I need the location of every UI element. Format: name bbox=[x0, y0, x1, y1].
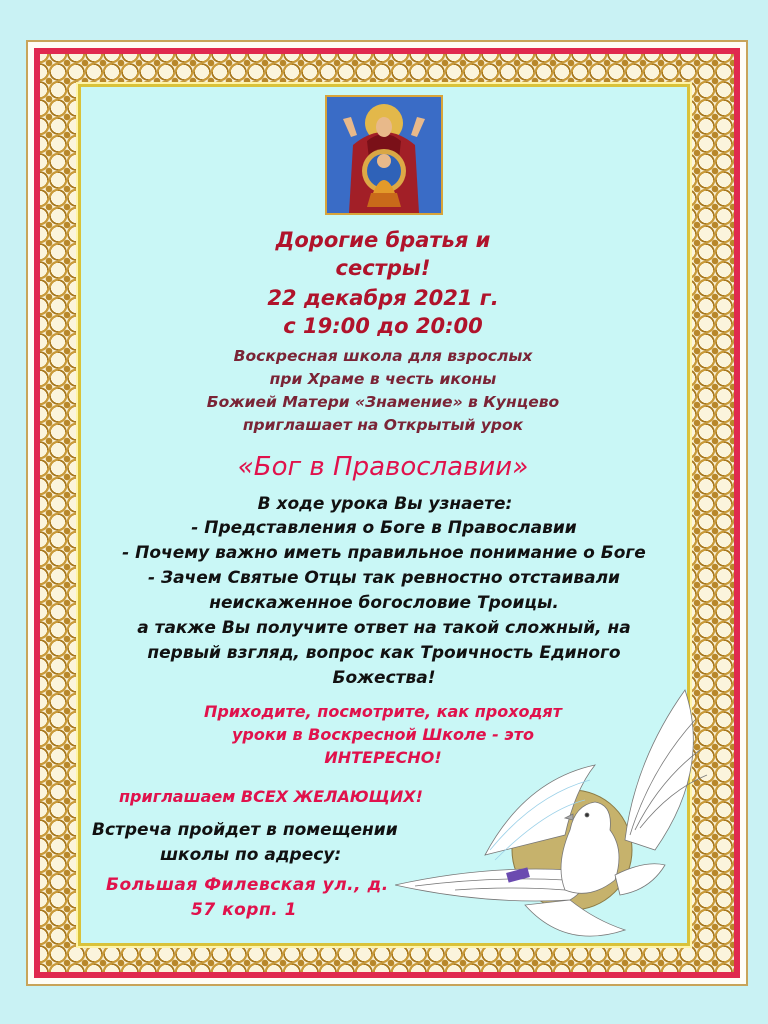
host-line-2: при Храме в честь иконы bbox=[269, 370, 497, 388]
learn-item-4: неискаженное богословие Троицы. bbox=[209, 593, 559, 613]
learn-intro: В ходе урока Вы узнаете: bbox=[257, 494, 513, 514]
event-date: 22 декабря 2021 г. bbox=[267, 286, 499, 310]
learn-item-3: - Зачем Святые Отцы так ревностно отстаивали bbox=[148, 568, 620, 588]
greeting-line-2: сестры! bbox=[335, 256, 431, 280]
dove-icon bbox=[395, 650, 740, 950]
learn-item-5: а также Вы получите ответ на такой сложный, на bbox=[137, 618, 631, 638]
meeting-line-1: Встреча пройдет в помещении bbox=[92, 820, 398, 840]
host-line-1: Воскресная школа для взрослых bbox=[233, 347, 533, 365]
host-line-4: приглашает на Открытый урок bbox=[242, 416, 524, 434]
learn-item-7: Божества! bbox=[332, 668, 436, 688]
learn-item-6: первый взгляд, вопрос как Троичность Единого bbox=[147, 643, 621, 663]
greeting-line-1: Дорогие братья и bbox=[275, 228, 491, 252]
address-line-2: 57 корп. 1 bbox=[191, 900, 297, 920]
come-line-2: уроки в Воскресной Школе - это bbox=[231, 725, 535, 744]
meeting-line-2: школы по адресу: bbox=[160, 845, 342, 865]
invite-all: приглашаем ВСЕХ ЖЕЛАЮЩИХ! bbox=[119, 787, 423, 806]
address-line-1: Большая Филевская ул., д. bbox=[106, 875, 389, 895]
host-line-3: Божией Матери «Знамение» в Кунцево bbox=[206, 393, 560, 411]
come-line-3: ИНТЕРЕСНО! bbox=[324, 748, 442, 767]
come-line-1: Приходите, посмотрите, как проходят bbox=[204, 702, 562, 721]
theotokos-icon bbox=[325, 95, 443, 215]
event-time: с 19:00 до 20:00 bbox=[283, 314, 483, 338]
lesson-title: «Бог в Православии» bbox=[237, 452, 529, 482]
learn-item-1: - Представления о Боге в Православии bbox=[191, 518, 577, 538]
learn-item-2: - Почему важно иметь правильное понимание о Боге bbox=[122, 543, 646, 563]
